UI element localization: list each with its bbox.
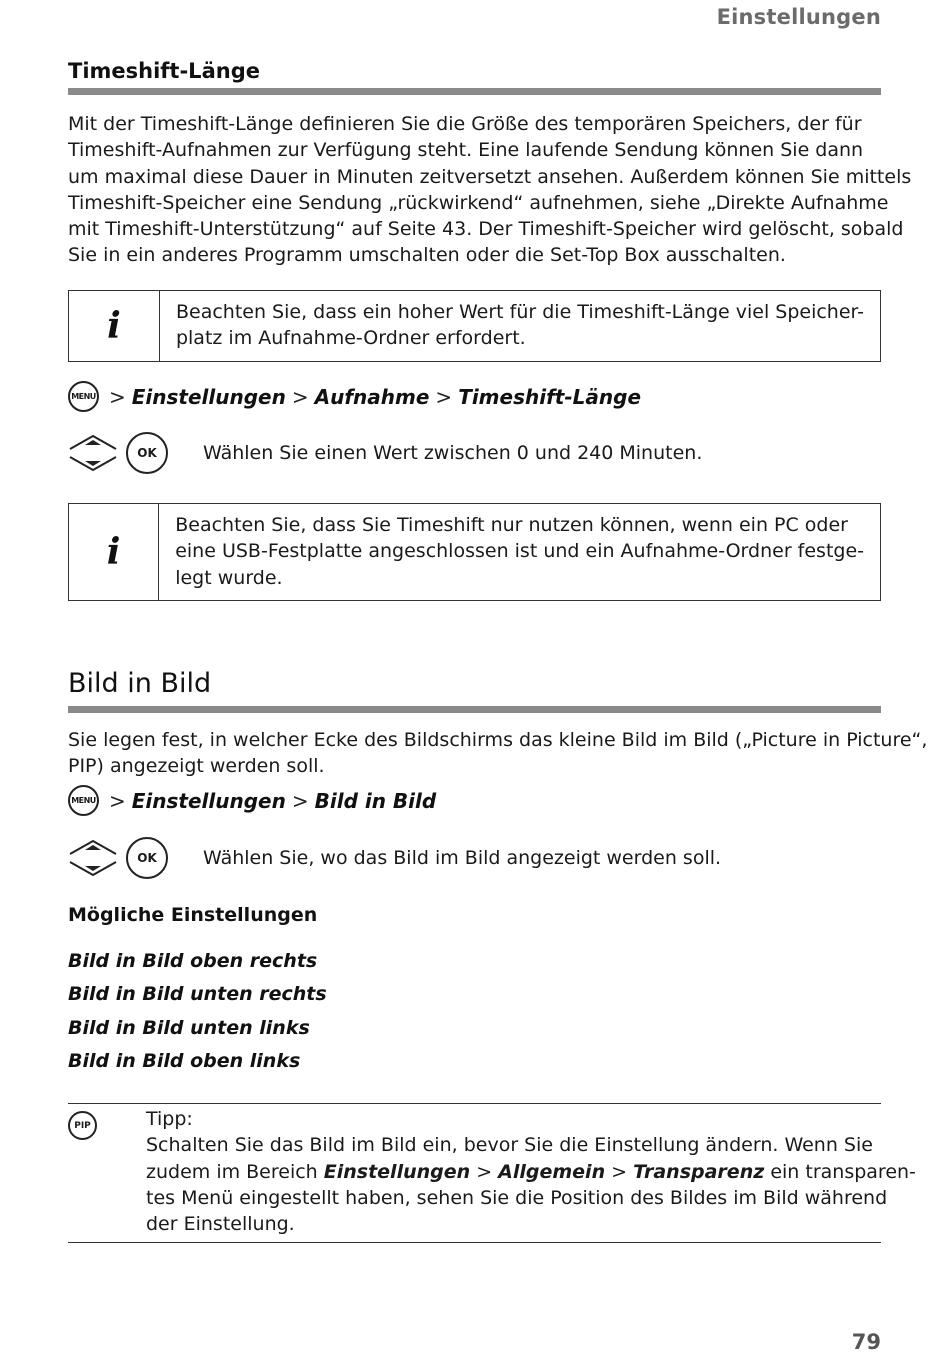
paragraph-line: Sie legen fest, in welcher Ecke des Bildschirms das kleine Bild im Bild („Picture in Picture“,	[68, 729, 928, 751]
step-text: Wählen Sie, wo das Bild im Bild angezeigt werden soll.	[203, 847, 722, 869]
paragraph-line: um maximal diese Dauer in Minuten zeitversetzt ansehen. Außerdem können Sie mittels	[68, 165, 912, 188]
tip-text-segment: ein transparen-	[764, 1160, 916, 1183]
paragraph-line: Sie in ein anderes Programm umschalten oder die Set-Top Box ausschalten.	[68, 244, 786, 267]
option-item: Bild in Bild oben rechts	[68, 950, 318, 972]
note-text	[159, 504, 880, 600]
tip-path-separator: >	[470, 1160, 499, 1183]
option-item: Bild in Bild unten links	[68, 1017, 310, 1039]
timeshift-paragraph	[68, 111, 912, 269]
path-item: Timeshift-Länge	[458, 384, 642, 409]
option-item: Bild in Bild oben links	[68, 1050, 301, 1072]
menu-path-pip	[68, 785, 436, 816]
tip-path-item: Allgemein	[498, 1160, 606, 1183]
ok-button-icon: OK	[126, 432, 168, 474]
paragraph-line: Timeshift-Aufnahmen zur Verfügung steht. Eine laufende Sendung können Sie dann	[68, 139, 864, 162]
path-item: Einstellungen	[131, 788, 286, 813]
heading-rule	[68, 706, 881, 713]
tip-line: tes Menü eingestellt haben, sehen Sie die Position des Bildes im Bild während	[146, 1186, 888, 1209]
path-item: Bild in Bild	[314, 788, 437, 813]
section-heading-pip: Bild in Bild	[68, 668, 212, 699]
paragraph-line: Mit der Timeshift-Länge definieren Sie die Größe des temporären Speichers, der für	[68, 113, 862, 135]
tip-text-segment: zudem im Bereich	[146, 1160, 324, 1183]
tip-title: Tipp:	[146, 1108, 193, 1130]
navigation-arrows-icon	[68, 432, 118, 474]
note-line: legt wurde.	[175, 566, 283, 589]
tip-line: der Einstellung.	[146, 1213, 295, 1236]
step-select-value	[68, 432, 702, 474]
tip-line	[146, 1159, 916, 1185]
info-note-storage	[68, 290, 881, 362]
path-separator: >	[291, 788, 309, 813]
menu-button-icon: MENU	[68, 381, 99, 412]
note-line: Beachten Sie, dass ein hoher Wert für die Timeshift-Länge viel Speicher-	[175, 301, 864, 323]
tip-path-item: Einstellungen	[323, 1160, 471, 1183]
step-select-position	[68, 837, 721, 879]
path-item: Aufnahme	[314, 384, 430, 409]
tip-box	[146, 1106, 916, 1237]
step-text: Wählen Sie einen Wert zwischen 0 und 240 Minuten.	[203, 442, 703, 464]
path-separator: >	[435, 384, 453, 409]
info-note-requirements	[68, 503, 881, 601]
paragraph-line: Timeshift-Speicher eine Sendung „rückwirkend“ aufnehmen, siehe „Direkte Aufnahme	[68, 191, 889, 214]
pip-button-icon: PIP	[68, 1111, 97, 1140]
paragraph-line: mit Timeshift-Unterstützung“ auf Seite 43. Der Timeshift-Speicher wird gelöscht, sobald	[68, 218, 904, 241]
tip-path-item: Transparenz	[633, 1160, 765, 1183]
note-line: eine USB-Festplatte angeschlossen ist und ein Aufnahme-Ordner festge-	[175, 540, 864, 563]
navigation-arrows-icon	[68, 837, 118, 879]
running-header: Einstellungen	[716, 5, 881, 29]
note-text	[160, 291, 880, 361]
page-number: 79	[851, 1330, 881, 1354]
section-heading-timeshift: Timeshift-Länge	[68, 59, 260, 83]
option-item: Bild in Bild unten rechts	[68, 983, 327, 1005]
ok-button-icon: OK	[126, 837, 168, 879]
path-item: Einstellungen	[131, 384, 286, 409]
info-icon: i	[69, 504, 159, 600]
path-separator: >	[291, 384, 309, 409]
pip-paragraph	[68, 727, 928, 780]
heading-rule	[68, 88, 881, 95]
paragraph-line: PIP) angezeigt werden soll.	[68, 755, 325, 778]
path-separator: >	[109, 384, 126, 409]
tip-top-rule	[68, 1103, 881, 1104]
note-line: Beachten Sie, dass Sie Timeshift nur nutzen können, wenn ein PC oder	[175, 514, 848, 536]
menu-button-icon: MENU	[68, 785, 99, 816]
note-line: platz im Aufnahme-Ordner erfordert.	[175, 327, 526, 350]
tip-line: Schalten Sie das Bild im Bild ein, bevor Sie die Einstellung ändern. Wenn Sie	[146, 1134, 873, 1157]
path-separator: >	[109, 788, 126, 813]
tip-path-separator: >	[605, 1160, 634, 1183]
info-icon: i	[69, 291, 160, 361]
tip-bottom-rule	[68, 1242, 881, 1243]
menu-path-timeshift	[68, 381, 641, 412]
options-heading: Mögliche Einstellungen	[68, 904, 318, 926]
